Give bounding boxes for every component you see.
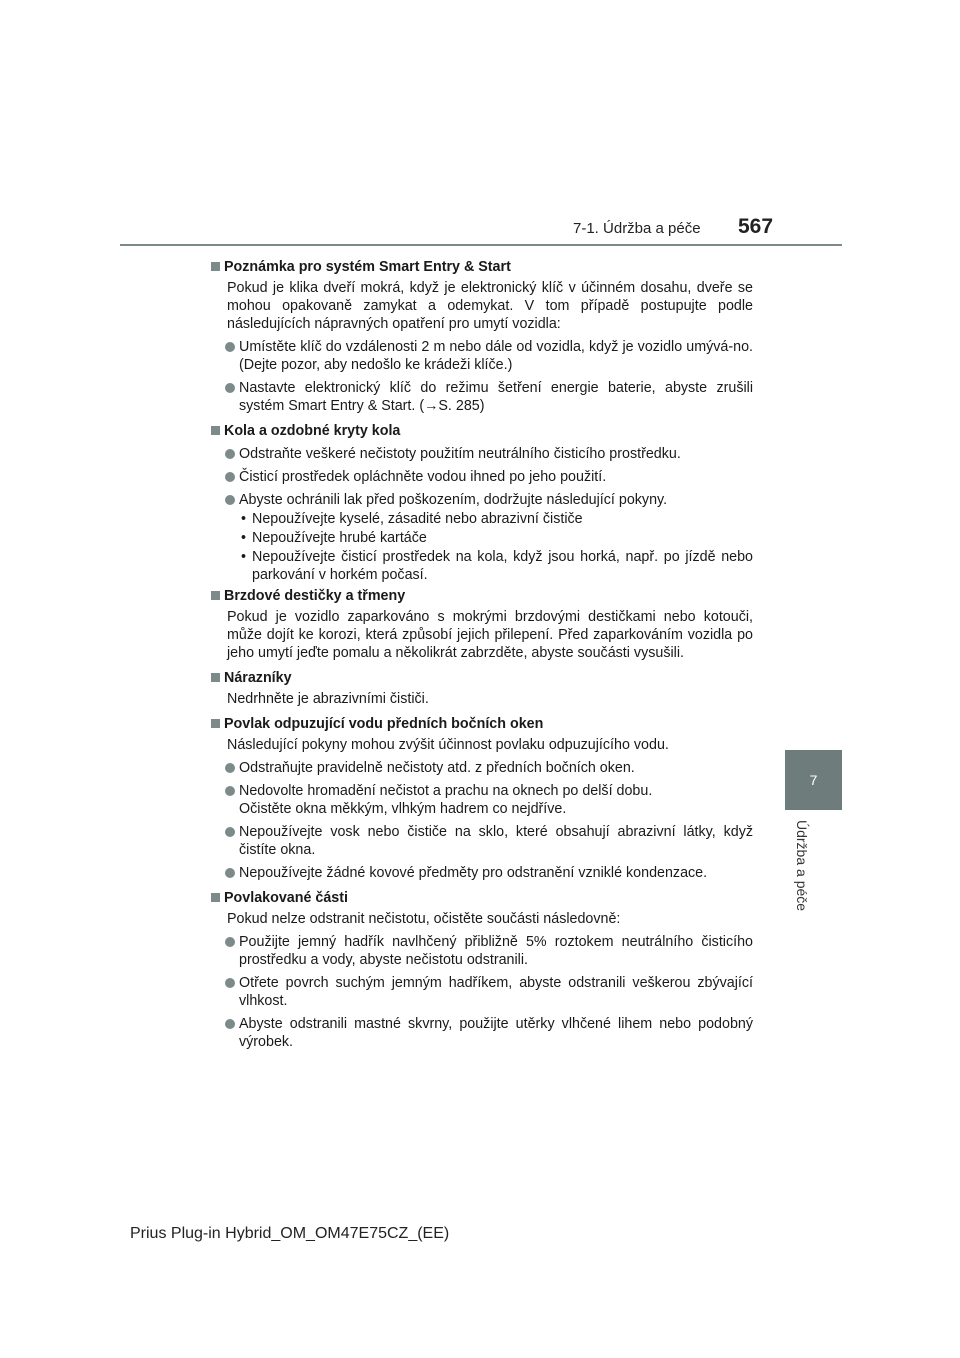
paragraph: Pokud je klika dveří mokrá, když je elektronický klíč v účinném dosahu, dveře se mohou opakovaně zamykat a odemykat. V tom případě postupujte podle následujících nápravných opatření pro umytí vozidla: [227, 280, 753, 332]
bullet-item: Otřete povrch suchým jemným hadříkem, abyste odstranili veškerou zbývající vlhkost. [210, 974, 753, 1010]
dot-item: • Nepoužívejte čisticí prostředek na kola, když jsou horká, např. po jízdě nebo parkování v horkém počasí. [210, 548, 753, 584]
section-heading: Povlak odpuzující vodu předních bočních oken [210, 715, 753, 733]
section-heading: Kola a ozdobné kryty kola [210, 422, 753, 440]
bullet-line: Nedovolte hromadění nečistot a prachu na oknech po delší dobu. [239, 783, 653, 799]
dot-item: • Nepoužívejte kyselé, zásadité nebo abrazivní čističe [210, 510, 753, 528]
bullet-item: Abyste odstranili mastné skvrny, použijte utěrky vlhčené lihem nebo podobný výrobek. [210, 1015, 753, 1051]
chapter-number: 7 [809, 772, 818, 788]
paragraph: Nedrhněte je abrazivními čističi. [227, 691, 429, 707]
paragraph: Pokud nelze odstranit nečistotu, očistěte součásti následovně: [227, 911, 621, 927]
bullet-item: Nastavte elektronický klíč do režimu šetření energie baterie, abyste zrušili systém Smart Entry & Start. (→S. 285) [210, 379, 753, 415]
section-title: 7-1. Údržba a péče [573, 220, 701, 237]
paragraph: Pokud je vozidlo zaparkováno s mokrými brzdovými destičkami nebo kotouči, může dojít ke korozi, která způsobí jejich přilepení. Před zaparkováním vozidla po jeho umytí jeďte pomalu a několikrát zabrzděte, abyste součásti vysušili. [227, 609, 753, 661]
header-divider [120, 244, 842, 246]
chapter-label: Údržba a péče [794, 820, 810, 912]
bullet-item: Umístěte klíč do vzdálenosti 2 m nebo dále od vozidla, když je vozidlo umývá-no. (Dejte pozor, aby nedošlo ke krádeži klíče.) [210, 338, 753, 374]
dot-item: • Nepoužívejte hrubé kartáče [210, 529, 753, 547]
bullet-item: Nepoužívejte vosk nebo čističe na sklo, které obsahují abrazivní látky, když čistíte okna. [210, 823, 753, 859]
paragraph: Následující pokyny mohou zvýšit účinnost povlaku odpuzujícího vodu. [227, 737, 669, 753]
chapter-tab [785, 750, 842, 810]
document-footer: Prius Plug-in Hybrid_OM_OM47E75CZ_(EE) [130, 1225, 450, 1242]
page-content [210, 255, 753, 1051]
bullet-item: Použijte jemný hadřík navlhčený přibližně 5% roztokem neutrálního čisticího prostředku a vody, abyste nečistotu odstranili. [210, 933, 753, 969]
bullet-item: Odstraňujte pravidelně nečistoty atd. z předních bočních oken. [210, 759, 753, 777]
section-heading: Poznámka pro systém Smart Entry & Start [210, 258, 753, 276]
bullet-item: Odstraňte veškeré nečistoty použitím neutrálního čisticího prostředku. [210, 445, 753, 463]
section-heading: Povlakované části [210, 889, 753, 907]
bullet-item: Abyste ochránili lak před poškozením, dodržujte následující pokyny. [210, 491, 753, 509]
bullet-item [210, 782, 753, 818]
bullet-item: Čisticí prostředek opláchněte vodou ihned po jeho použití. [210, 468, 753, 486]
section-heading: Nárazníky [210, 669, 753, 687]
section-heading: Brzdové destičky a třmeny [210, 587, 753, 605]
bullet-item: Nepoužívejte žádné kovové předměty pro odstranění vzniklé kondenzace. [210, 864, 753, 882]
bullet-line: Očistěte okna měkkým, vlhkým hadrem co nejdříve. [239, 801, 567, 817]
page-number: 567 [738, 215, 774, 238]
